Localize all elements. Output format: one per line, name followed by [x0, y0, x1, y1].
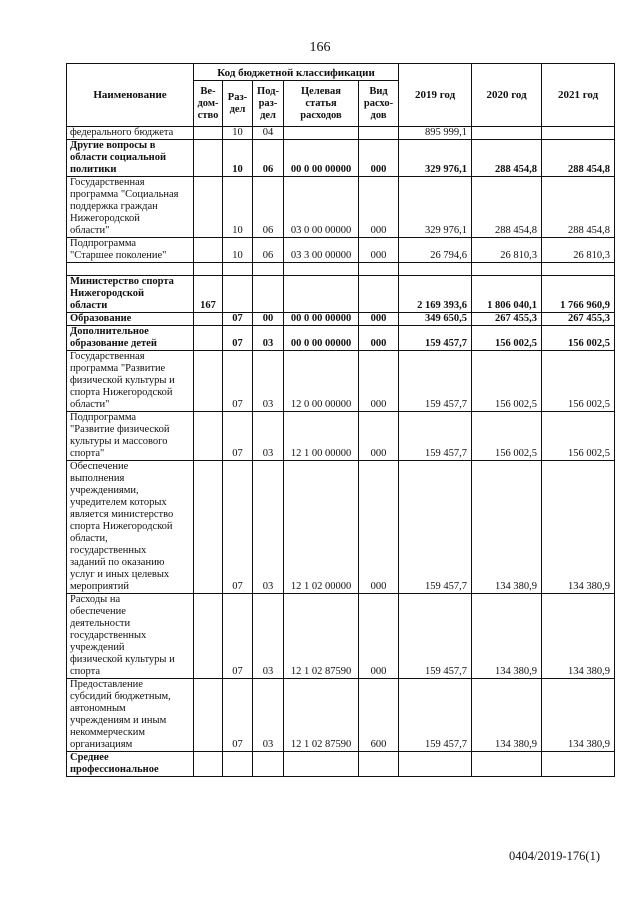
row-razdel-cell — [223, 276, 253, 313]
row-target-article-cell — [284, 276, 359, 313]
row-amount-2021-cell: 156 002,5 — [542, 412, 615, 461]
row-podrazdel-cell: 06 — [253, 177, 284, 238]
header-year-2020: 2020 год — [472, 64, 542, 127]
table-row — [67, 412, 615, 461]
row-amount-2021-cell: 1 766 960,9 — [542, 276, 615, 313]
row-target-article-cell: 12 0 00 00000 — [284, 351, 359, 412]
row-amount-2020-cell: 288 454,8 — [472, 177, 542, 238]
row-amount-2020-cell: 134 380,9 — [472, 679, 542, 752]
row-vedomstvo-cell — [194, 263, 223, 276]
row-expense-type-cell — [359, 752, 399, 777]
row-amount-2019-cell: 159 457,7 — [399, 461, 472, 594]
row-amount-2019-cell: 159 457,7 — [399, 594, 472, 679]
row-expense-type-cell: 000 — [359, 140, 399, 177]
table-row — [67, 351, 615, 412]
row-vedomstvo-cell: 167 — [194, 276, 223, 313]
row-podrazdel-cell: 03 — [253, 351, 284, 412]
table-row — [67, 238, 615, 263]
row-target-article-cell: 00 0 00 00000 — [284, 313, 359, 326]
row-razdel-cell: 10 — [223, 140, 253, 177]
row-amount-2021-cell: 134 380,9 — [542, 461, 615, 594]
row-expense-type-cell: 000 — [359, 177, 399, 238]
table-row — [67, 177, 615, 238]
header-year-2021: 2021 год — [542, 64, 615, 127]
row-target-article-cell: 00 0 00 00000 — [284, 140, 359, 177]
row-amount-2021-cell: 26 810,3 — [542, 238, 615, 263]
row-amount-2020-cell: 26 810,3 — [472, 238, 542, 263]
row-amount-2019-cell: 159 457,7 — [399, 412, 472, 461]
row-razdel-cell: 10 — [223, 177, 253, 238]
header-razdel: Раз- дел — [223, 81, 253, 127]
row-razdel-cell — [223, 752, 253, 777]
row-amount-2019-cell: 26 794,6 — [399, 238, 472, 263]
row-podrazdel-cell: 00 — [253, 313, 284, 326]
row-razdel-cell: 10 — [223, 238, 253, 263]
row-amount-2021-cell: 288 454,8 — [542, 140, 615, 177]
row-razdel-cell: 07 — [223, 313, 253, 326]
table-row — [67, 679, 615, 752]
row-target-article-cell — [284, 752, 359, 777]
row-vedomstvo-cell — [194, 412, 223, 461]
row-expense-type-cell: 000 — [359, 594, 399, 679]
row-amount-2019-cell — [399, 263, 472, 276]
table-row — [67, 461, 615, 594]
header-row-top — [67, 64, 615, 81]
row-amount-2021-cell: 156 002,5 — [542, 351, 615, 412]
row-expense-type-cell: 000 — [359, 412, 399, 461]
row-razdel-cell: 07 — [223, 679, 253, 752]
row-name-cell: Предоставление субсидий бюджетным, автономным учреждениям и иным некоммерческим организациям — [67, 679, 194, 752]
row-razdel-cell: 07 — [223, 461, 253, 594]
row-vedomstvo-cell — [194, 461, 223, 594]
row-podrazdel-cell: 06 — [253, 238, 284, 263]
row-amount-2020-cell: 134 380,9 — [472, 461, 542, 594]
row-expense-type-cell: 000 — [359, 326, 399, 351]
row-podrazdel-cell: 06 — [253, 140, 284, 177]
row-amount-2021-cell — [542, 263, 615, 276]
table-row — [67, 594, 615, 679]
row-amount-2021-cell — [542, 752, 615, 777]
row-amount-2019-cell: 329 976,1 — [399, 140, 472, 177]
row-amount-2019-cell: 159 457,7 — [399, 326, 472, 351]
table-row — [67, 326, 615, 351]
row-name-cell: Государственная программа "Развитие физической культуры и спорта Нижегородской области" — [67, 351, 194, 412]
row-name-cell: Государственная программа "Социальная поддержка граждан Нижегородской области" — [67, 177, 194, 238]
row-target-article-cell — [284, 263, 359, 276]
header-expense-type: Вид расхо- дов — [359, 81, 399, 127]
row-razdel-cell: 10 — [223, 127, 253, 140]
table-row — [67, 140, 615, 177]
header-year-2019: 2019 год — [399, 64, 472, 127]
row-podrazdel-cell: 03 — [253, 326, 284, 351]
row-podrazdel-cell: 03 — [253, 412, 284, 461]
row-vedomstvo-cell — [194, 127, 223, 140]
budget-table — [66, 63, 615, 777]
row-podrazdel-cell: 04 — [253, 127, 284, 140]
row-amount-2020-cell: 156 002,5 — [472, 351, 542, 412]
row-amount-2021-cell: 134 380,9 — [542, 594, 615, 679]
row-razdel-cell — [223, 263, 253, 276]
row-amount-2020-cell: 156 002,5 — [472, 412, 542, 461]
table-row — [67, 127, 615, 140]
row-amount-2019-cell: 159 457,7 — [399, 679, 472, 752]
row-podrazdel-cell: 03 — [253, 461, 284, 594]
row-target-article-cell: 00 0 00 00000 — [284, 326, 359, 351]
row-vedomstvo-cell — [194, 752, 223, 777]
row-vedomstvo-cell — [194, 351, 223, 412]
row-target-article-cell: 03 0 00 00000 — [284, 177, 359, 238]
table-body — [67, 127, 615, 777]
row-amount-2019-cell — [399, 752, 472, 777]
row-razdel-cell: 07 — [223, 351, 253, 412]
table-row — [67, 263, 615, 276]
row-name-cell: Образование — [67, 313, 194, 326]
row-amount-2020-cell: 156 002,5 — [472, 326, 542, 351]
row-amount-2020-cell — [472, 127, 542, 140]
row-podrazdel-cell — [253, 263, 284, 276]
row-amount-2021-cell: 288 454,8 — [542, 177, 615, 238]
row-vedomstvo-cell — [194, 238, 223, 263]
row-amount-2021-cell: 156 002,5 — [542, 326, 615, 351]
row-amount-2021-cell — [542, 127, 615, 140]
row-target-article-cell — [284, 127, 359, 140]
row-amount-2020-cell: 1 806 040,1 — [472, 276, 542, 313]
document-code: 0404/2019-176(1) — [509, 849, 600, 863]
row-razdel-cell: 07 — [223, 412, 253, 461]
row-amount-2021-cell: 267 455,3 — [542, 313, 615, 326]
row-expense-type-cell — [359, 127, 399, 140]
header-vedomstvo: Ве- дом- ство — [194, 81, 223, 127]
row-name-cell: Подпрограмма "Старшее поколение" — [67, 238, 194, 263]
row-name-cell: Другие вопросы в области социальной политики — [67, 140, 194, 177]
row-amount-2020-cell — [472, 263, 542, 276]
row-podrazdel-cell — [253, 752, 284, 777]
page-number: 166 — [309, 40, 331, 55]
row-amount-2020-cell: 134 380,9 — [472, 594, 542, 679]
table-row — [67, 313, 615, 326]
row-name-cell: Расходы на обеспечение деятельности государственных учреждений физической культуры и спорта — [67, 594, 194, 679]
row-amount-2019-cell: 159 457,7 — [399, 351, 472, 412]
row-expense-type-cell — [359, 276, 399, 313]
row-expense-type-cell: 000 — [359, 238, 399, 263]
row-podrazdel-cell: 03 — [253, 594, 284, 679]
row-amount-2019-cell: 329 976,1 — [399, 177, 472, 238]
row-target-article-cell: 12 1 02 87590 — [284, 679, 359, 752]
row-expense-type-cell: 000 — [359, 351, 399, 412]
row-razdel-cell: 07 — [223, 326, 253, 351]
header-podrazdel: Под- раз- дел — [253, 81, 284, 127]
row-target-article-cell: 03 3 00 00000 — [284, 238, 359, 263]
row-target-article-cell: 12 1 02 87590 — [284, 594, 359, 679]
row-podrazdel-cell — [253, 276, 284, 313]
row-amount-2021-cell: 134 380,9 — [542, 679, 615, 752]
row-target-article-cell: 12 1 02 00000 — [284, 461, 359, 594]
table-row — [67, 276, 615, 313]
row-vedomstvo-cell — [194, 679, 223, 752]
row-amount-2019-cell: 2 169 393,6 — [399, 276, 472, 313]
row-amount-2019-cell: 895 999,1 — [399, 127, 472, 140]
table-row — [67, 752, 615, 777]
row-name-cell: Подпрограмма "Развитие физической культуры и массового спорта" — [67, 412, 194, 461]
row-vedomstvo-cell — [194, 313, 223, 326]
row-expense-type-cell: 600 — [359, 679, 399, 752]
row-expense-type-cell: 000 — [359, 313, 399, 326]
row-name-cell: Дополнительное образование детей — [67, 326, 194, 351]
header-target-article: Целевая статья расходов — [284, 81, 359, 127]
row-name-cell: Министерство спорта Нижегородской области — [67, 276, 194, 313]
row-podrazdel-cell: 03 — [253, 679, 284, 752]
row-expense-type-cell — [359, 263, 399, 276]
row-amount-2020-cell: 267 455,3 — [472, 313, 542, 326]
row-vedomstvo-cell — [194, 177, 223, 238]
row-name-cell: Обеспечение выполнения учреждениями, учредителем которых является министерство спорта Нижегородской области, государственных заданий по оказанию услуг и иных целевых мероприятий — [67, 461, 194, 594]
row-name-cell: Среднее профессиональное — [67, 752, 194, 777]
row-vedomstvo-cell — [194, 326, 223, 351]
row-name-cell: федерального бюджета — [67, 127, 194, 140]
row-vedomstvo-cell — [194, 594, 223, 679]
row-razdel-cell: 07 — [223, 594, 253, 679]
row-amount-2019-cell: 349 650,5 — [399, 313, 472, 326]
row-expense-type-cell: 000 — [359, 461, 399, 594]
row-amount-2020-cell: 288 454,8 — [472, 140, 542, 177]
header-classification-group: Код бюджетной классификации — [194, 64, 399, 81]
row-vedomstvo-cell — [194, 140, 223, 177]
row-target-article-cell: 12 1 00 00000 — [284, 412, 359, 461]
header-name: Наименование — [67, 64, 194, 127]
row-amount-2020-cell — [472, 752, 542, 777]
row-name-cell — [67, 263, 194, 276]
